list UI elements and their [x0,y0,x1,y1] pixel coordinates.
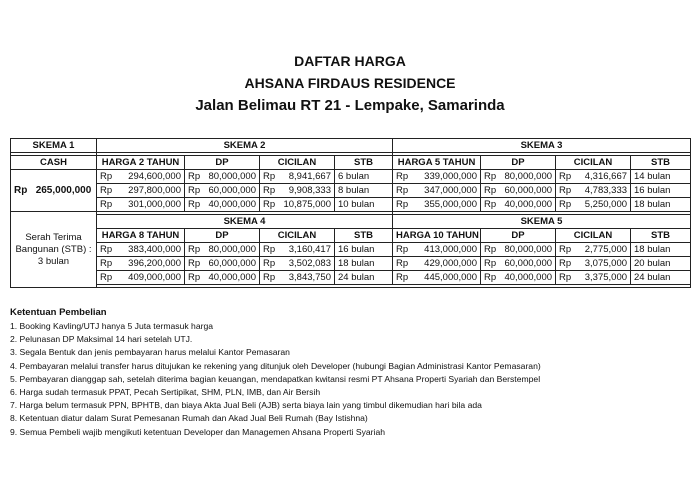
terms-item: 5. Pembayaran dianggap sah, setelah diterima bagian keuangan, mendapatkan kwitansi resmi PT Ahsana Properti Syariah dan Berstempel [10,373,541,384]
col-stb: STB [335,156,393,170]
cicilan-cell: Rp 3,502,083 [260,257,335,271]
project-address: Jalan Belimau RT 21 - Lempake, Samarinda [195,97,505,114]
col-stb: STB [631,156,691,170]
col-cicilan: CICILAN [260,156,335,170]
page-title: DAFTAR HARGA [294,53,406,69]
cicilan-cell: Rp 4,316,667 [556,170,631,184]
table-row [11,257,691,271]
skema-4-header: SKEMA 4 [97,215,393,229]
dp-cell: Rp 80,000,000 [185,170,260,184]
col-harga-2-tahun: HARGA 2 TAHUN [97,156,185,170]
harga-cell: Rp 301,000,000 [97,198,185,212]
terms-heading: Ketentuan Pembelian [10,307,107,318]
scheme-header-row [11,139,691,153]
cash-price: Rp 265,000,000 [11,170,97,212]
cicilan-cell: Rp 9,908,333 [260,184,335,198]
table-row [11,170,691,184]
cash-header: CASH [11,156,97,170]
col-stb: STB [631,229,691,243]
harga-cell: Rp 383,400,000 [97,243,185,257]
terms-item: 9. Semua Pembeli wajib mengikuti ketentuan Developer dan Managemen Ahsana Properti Syariah [10,426,386,437]
harga-cell: Rp 396,200,000 [97,257,185,271]
scheme-header-row [11,215,691,229]
harga-cell: Rp 409,000,000 [97,271,185,285]
col-harga-5-tahun: HARGA 5 TAHUN [393,156,481,170]
document-header [0,50,700,117]
cicilan-cell: Rp 10,875,000 [260,198,335,212]
col-cicilan: CICILAN [556,156,631,170]
stb-note: Serah Terima Bangunan (STB) : 3 bulan [11,212,97,288]
stb-cell: 10 bulan [335,198,393,212]
table-row [11,271,691,285]
skema-1-header: SKEMA 1 [11,139,97,153]
col-dp: DP [481,229,556,243]
terms-item: 1. Booking Kavling/UTJ hanya 5 Juta termasuk harga [10,321,214,331]
project-name: AHSANA FIRDAUS RESIDENCE [244,75,456,91]
purchase-terms [10,306,690,439]
cicilan-cell: Rp 3,843,750 [260,271,335,285]
stb-cell: 20 bulan [631,257,691,271]
stb-cell: 16 bulan [335,243,393,257]
harga-cell: Rp 339,000,000 [393,170,481,184]
dp-cell: Rp 60,000,000 [481,257,556,271]
terms-item: 3. Segala Bentuk dan jenis pembayaran harus melalui Kantor Pemasaran [10,347,290,358]
harga-cell: Rp 347,000,000 [393,184,481,198]
dp-cell: Rp 60,000,000 [185,184,260,198]
terms-item: 7. Harga belum termasuk PPN, BPHTB, dan biaya Akta Jual Beli (AJB) serta biaya lain yang timbul dikemudian hari bila ada [10,400,482,411]
terms-item: 8. Ketentuan diatur dalam Surat Pemesanan Rumah dan Akad Jual Beli Rumah (Bay Istishna) [10,413,368,424]
cicilan-cell: Rp 5,250,000 [556,198,631,212]
skema-2-header: SKEMA 2 [97,139,393,153]
price-table [10,138,691,288]
stb-cell: 18 bulan [335,257,393,271]
dp-cell: Rp 60,000,000 [481,184,556,198]
dp-cell: Rp 40,000,000 [185,198,260,212]
harga-cell: Rp 294,600,000 [97,170,185,184]
cicilan-cell: Rp 3,375,000 [556,271,631,285]
col-cicilan: CICILAN [556,229,631,243]
column-header-row [11,156,691,170]
skema-3-header: SKEMA 3 [393,139,691,153]
dp-cell: Rp 80,000,000 [481,243,556,257]
stb-cell: 6 bulan [335,170,393,184]
column-header-row [11,229,691,243]
col-dp: DP [185,229,260,243]
col-dp: DP [185,156,260,170]
spacer-row [11,285,691,288]
stb-cell: 18 bulan [631,198,691,212]
stb-cell: 16 bulan [631,184,691,198]
stb-cell: 14 bulan [631,170,691,184]
table-row [11,243,691,257]
terms-item: 2. Pelunasan DP Maksimal 14 hari setelah UTJ. [10,334,193,345]
harga-cell: Rp 355,000,000 [393,198,481,212]
col-stb: STB [335,229,393,243]
harga-cell: Rp 429,000,000 [393,257,481,271]
col-harga-8-tahun: HARGA 8 TAHUN [97,229,185,243]
cicilan-cell: Rp 4,783,333 [556,184,631,198]
skema-5-header: SKEMA 5 [393,215,691,229]
table-row [11,198,691,212]
stb-cell: 18 bulan [631,243,691,257]
terms-item: 4. Pembayaran melalui transfer harus ditujukan ke rekening yang ditunjuk oleh Developer (hubungi Bagian Administrasi Kantor Pemasaran) [10,360,541,371]
table-row [11,184,691,198]
dp-cell: Rp 80,000,000 [481,170,556,184]
harga-cell: Rp 297,800,000 [97,184,185,198]
stb-cell: 8 bulan [335,184,393,198]
col-cicilan: CICILAN [260,229,335,243]
col-dp: DP [481,156,556,170]
harga-cell: Rp 445,000,000 [393,271,481,285]
stb-cell: 24 bulan [631,271,691,285]
dp-cell: Rp 40,000,000 [185,271,260,285]
terms-item: 6. Harga sudah termasuk PPAT, Pecah Sertipikat, SHM, PLN, IMB, dan Air Bersih [10,387,321,398]
dp-cell: Rp 40,000,000 [481,198,556,212]
dp-cell: Rp 40,000,000 [481,271,556,285]
cicilan-cell: Rp 2,775,000 [556,243,631,257]
harga-cell: Rp 413,000,000 [393,243,481,257]
dp-cell: Rp 60,000,000 [185,257,260,271]
dp-cell: Rp 80,000,000 [185,243,260,257]
cicilan-cell: Rp 8,941,667 [260,170,335,184]
stb-cell: 24 bulan [335,271,393,285]
cicilan-cell: Rp 3,075,000 [556,257,631,271]
cicilan-cell: Rp 3,160,417 [260,243,335,257]
col-harga-10-tahun: HARGA 10 TAHUN [393,229,481,243]
